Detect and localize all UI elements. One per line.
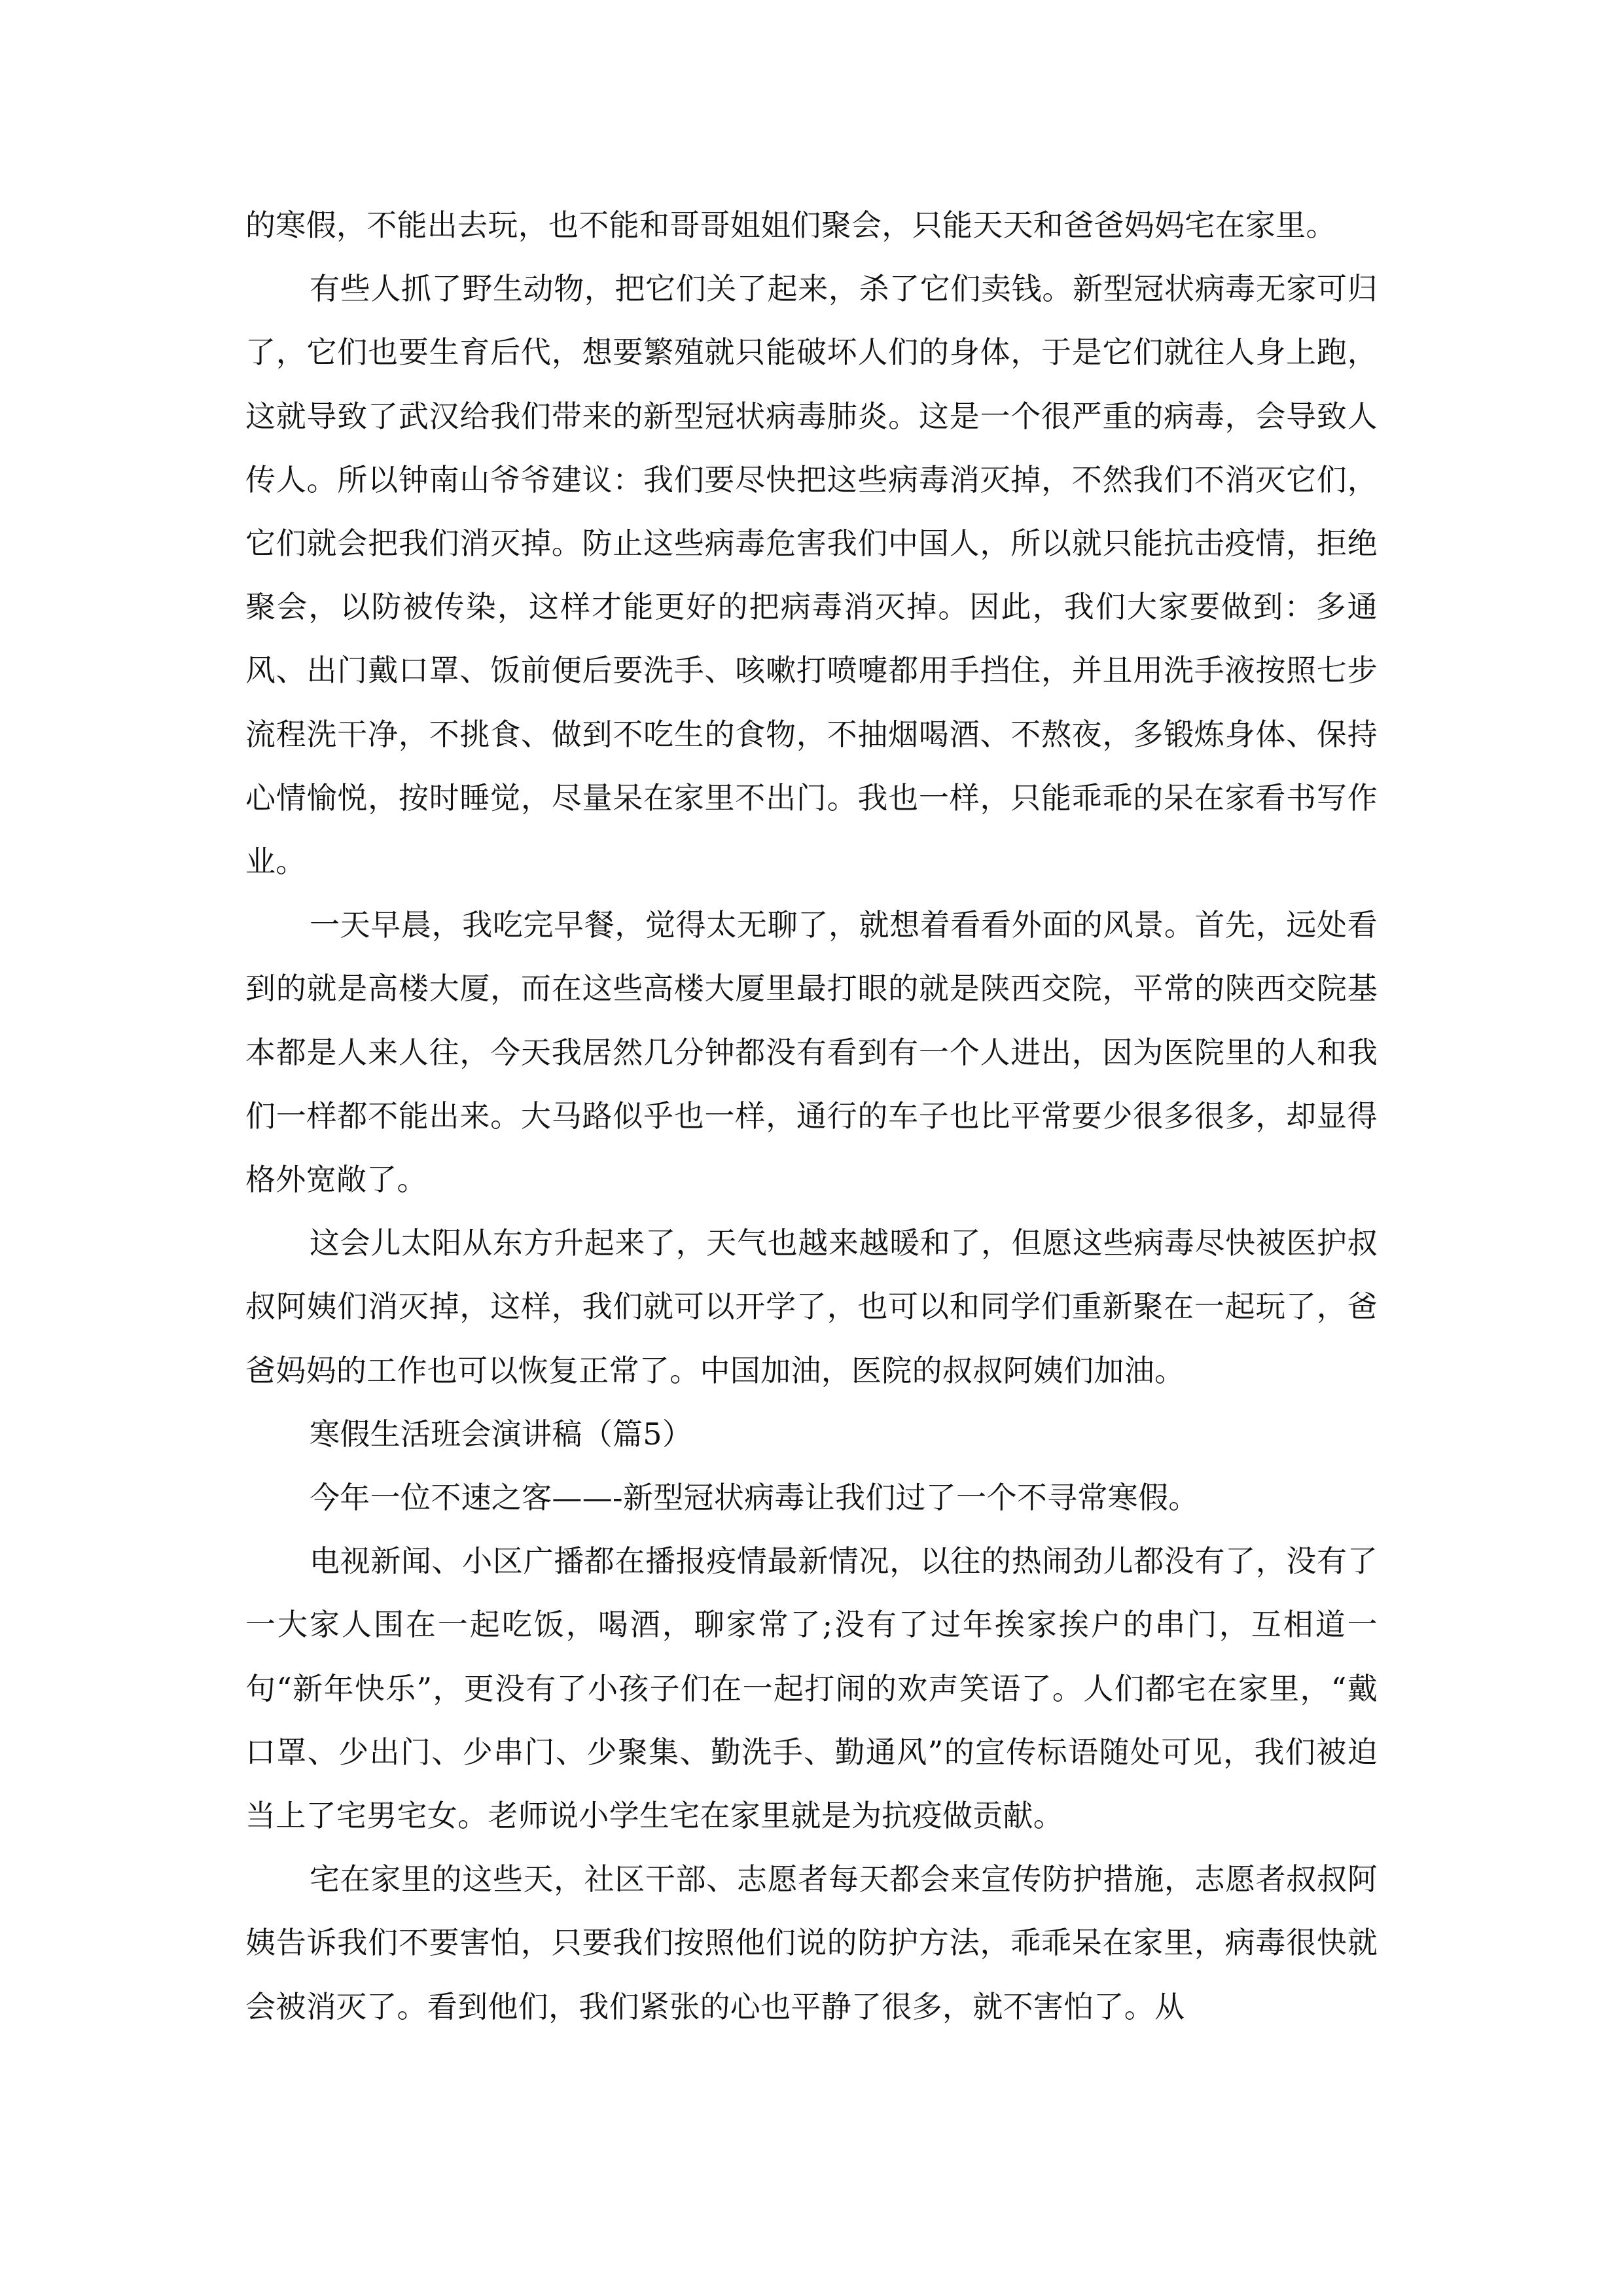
paragraph-uninvited-guest: 今年一位不速之客——-新型冠状病毒让我们过了一个不寻常寒假。 bbox=[310, 1480, 1199, 1516]
paragraph-hope: 这会儿太阳从东方升起来了，天气也越来越暖和了，但愿这些病毒尽快被医护叔叔阿姨们消灭掉，这样，我们就可以开学了，也可以和同学们重新聚在一起玩了，爸爸妈妈的工作也可以恢复正常了。中国加油，医院的叔叔阿姨们加油。 bbox=[245, 1225, 1378, 1388]
paragraph-wild-animals: 有些人抓了野生动物，把它们关了起来，杀了它们卖钱。新型冠状病毒无家可归了，它们也要生育后代，想要繁殖就只能破坏人们的身体，于是它们就往人身上跑，这就导致了武汉给我们带来的新型冠状病毒肺炎。这是一个很严重的病毒，会导致人传人。所以钟南山爷爷建议：我们要尽快把这些病毒消灭掉，不然我们不消灭它们，它们就会把我们消灭掉。防止这些病毒危害我们中国人，所以就只能抗击疫情，拒绝聚会，以防被传染，这样才能更好的把病毒消灭掉。因此，我们大家要做到：多通风、出门戴口罩、饭前便后要洗手、咳嗽打喷嚏都用手挡住，并且用洗手液按照七步流程洗干净，不挑食、做到不吃生的食物，不抽烟喝酒、不熬夜，多锻炼身体、保持心情愉悦，按时睡觉，尽量呆在家里不出门。我也一样，只能乖乖的呆在家看书写作业。 bbox=[245, 271, 1378, 880]
paragraph-morning-view: 一天早晨，我吃完早餐，觉得太无聊了，就想着看看外面的风景。首先，远处看到的就是高楼大厦，而在这些高楼大厦里最打眼的就是陕西交院，平常的陕西交院基本都是人来人往，今天我居然几分钟都没有看到有一个人进出，因为医院里的人和我们一样都不能出来。大马路似乎也一样，通行的车子也比平常要少很多很多，却显得格外宽敞了。 bbox=[245, 907, 1378, 1198]
paragraph-news-broadcast: 电视新闻、小区广播都在播报疫情最新情况，以往的热闹劲儿都没有了，没有了一大家人围在一起吃饭，喝酒，聊家常了;没有了过年挨家挨户的串门，互相道一句“新年快乐”，更没有了小孩子们在一起打闹的欢声笑语了。人们都宅在家里，“戴口罩、少出门、少串门、少聚集、勤洗手、勤通风”的宣传标语随处可见，我们被迫当上了宅男宅女。老师说小学生宅在家里就是为抗疫做贡献。 bbox=[245, 1543, 1378, 1834]
document-body bbox=[245, 194, 1378, 2039]
paragraph-continuation: 的寒假，不能出去玩，也不能和哥哥姐姐们聚会，只能天天和爸爸妈妈宅在家里。 bbox=[245, 207, 1336, 243]
paragraph-volunteers: 宅在家里的这些天，社区干部、志愿者每天都会来宣传防护措施，志愿者叔叔阿姨告诉我们不要害怕，只要我们按照他们说的防护方法，乖乖呆在家里，病毒很快就会被消灭了。看到他们，我们紧张的心也平静了很多，就不害怕了。从 bbox=[245, 1861, 1378, 2024]
section-heading: 寒假生活班会演讲稿（篇5） bbox=[310, 1416, 693, 1452]
